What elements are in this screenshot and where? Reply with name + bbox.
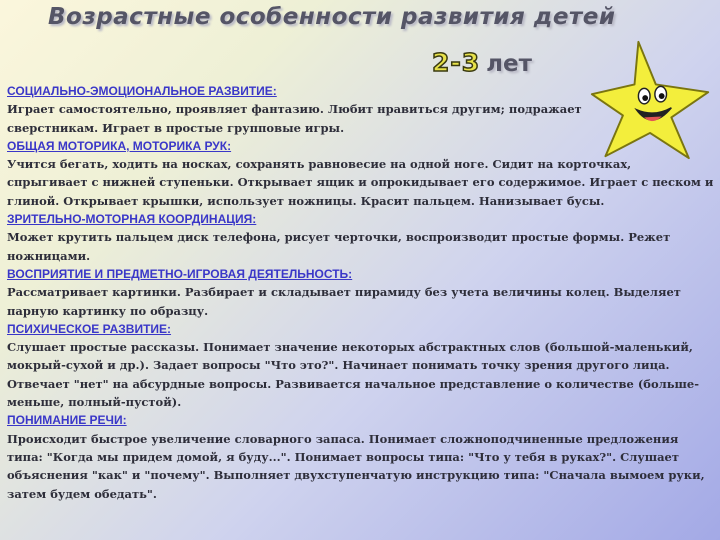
section-text: Слушает простые рассказы. Понимает значение некоторых абстрактных слов (большой-маленький, мокрый-сухой и др.). Задает вопросы "Что это?". Начинает понимать точку зрения другого лица. Отвечает "нет" на абсурдные вопросы. Развивается начальное представление о количестве (больше-меньше, полный-пустой).	[7, 340, 699, 410]
section-social	[7, 82, 715, 137]
section-heading: ПСИХИЧЕСКОЕ РАЗВИТИЕ:	[7, 321, 172, 336]
section-visual-motor	[7, 210, 715, 265]
section-speech	[7, 411, 715, 502]
section-perception	[7, 265, 715, 320]
section-mental	[7, 320, 715, 411]
section-text: Играет самостоятельно, проявляет фантазию. Любит нравиться другим; подражает сверстникам. Играет в простые групповые игры.	[7, 102, 582, 135]
section-text: Происходит быстрое увеличение словарного запаса. Понимает сложноподчиненные предложения типа: "Когда мы придем домой, я буду...". Понимает вопросы типа: "Что у тебя в руках?". Слушает объяснения "как" и "почему". Выполняет двухступенчатую инструкцию типа: "Сначала вымоем руки, затем будем обедать".	[7, 431, 705, 501]
section-text: Может крутить пальцем диск телефона, рисует черточки, воспроизводит простые формы. Режет ножницами.	[7, 230, 671, 263]
section-motor	[7, 137, 715, 210]
section-heading: ОБЩАЯ МОТОРИКА, МОТОРИКА РУК:	[7, 138, 232, 153]
section-text: Учится бегать, ходить на носках, сохранять равновесие на одной ноге. Сидит на корточках, спрыгивает с нижней ступеньки. Открывает ящик и опрокидывает его содержимое. Играет с песком и глиной. Открывает крышки, использует ножницы. Красит пальцем. Нанизывает бусы.	[7, 157, 714, 208]
page-title: Возрастные особенности развития детей	[48, 4, 616, 30]
section-heading: ЗРИТЕЛЬНО-МОТОРНАЯ КООРДИНАЦИЯ:	[7, 212, 257, 227]
age-range: 2-3	[432, 48, 481, 77]
content	[7, 82, 715, 503]
age-unit: лет	[486, 51, 532, 77]
section-text: Рассматривает картинки. Разбирает и складывает пирамиду без учета величины колец. Выделяет парную картинку по образцу.	[7, 285, 681, 318]
section-heading: ПОНИМАНИЕ РЕЧИ:	[7, 413, 127, 428]
section-heading: ВОСПРИЯТИЕ И ПРЕДМЕТНО-ИГРОВАЯ ДЕЯТЕЛЬНОСТЬ:	[7, 266, 353, 281]
age-subtitle	[432, 48, 532, 77]
section-heading: СОЦИАЛЬНО-ЭМОЦИОНАЛЬНОЕ РАЗВИТИЕ:	[7, 84, 277, 98]
